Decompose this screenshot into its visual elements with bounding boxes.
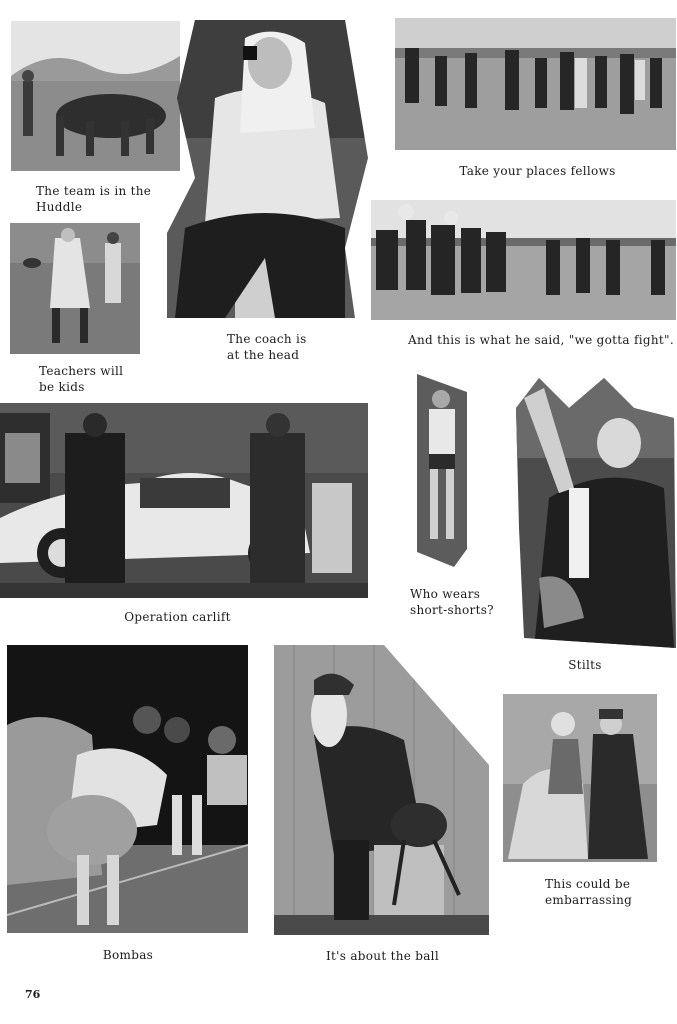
caption-ball: It's about the ball (326, 949, 439, 963)
photo-stilts (514, 378, 676, 650)
photo-teachers (10, 223, 140, 354)
photo-embarrassing (503, 694, 657, 862)
caption-teachers: Teachers will be kids (39, 364, 124, 394)
photo-places (395, 18, 676, 150)
caption-carlift: Operation carlift (124, 610, 231, 624)
photo-bombas (7, 645, 248, 933)
photo-shortshorts (414, 374, 470, 567)
caption-fight: And this is what he said, "we gotta fight". (408, 333, 674, 347)
photo-carlift (0, 403, 368, 598)
caption-shortshorts: Who wears short-shorts? (410, 587, 494, 617)
caption-embarrassing: This could be embarrassing (545, 877, 633, 907)
caption-bombas: Bombas (102, 948, 154, 962)
photo-huddle (11, 21, 180, 171)
photo-coach (165, 18, 368, 320)
photo-fight (371, 200, 676, 320)
caption-coach: The coach is at the head (227, 332, 307, 362)
caption-places: Take your places fellows (459, 164, 616, 178)
caption-huddle: The team is in the Huddle (36, 184, 152, 214)
page-number: 76 (25, 988, 41, 1001)
photo-ball (274, 645, 489, 935)
caption-stilts: Stilts (568, 658, 602, 672)
